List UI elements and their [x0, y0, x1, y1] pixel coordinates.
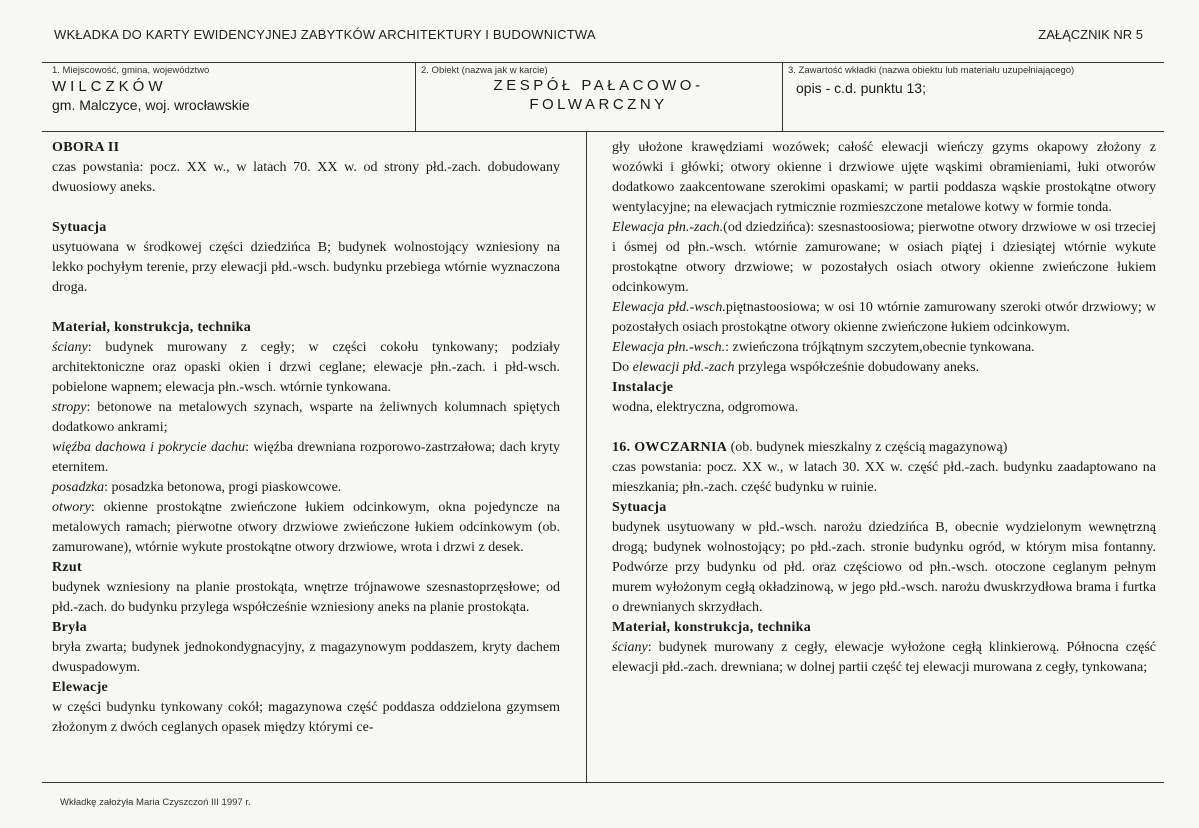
- obora-wiezba: więźba dachowa i pokrycie dachu: więźba drewniana rozporowo-zastrzałowa; dach kryty eternitem.: [52, 440, 560, 475]
- obora-sciany: ściany: budynek murowany z cegły; w części cokołu tynkowany; podziały architektoniczne oraz opaski okien i drzwi ceglane; elewacje płn.-zach. i płd-wsch. pobielone wapnem; elewacja płn.-wsch. wtórnie tynkowana.: [52, 340, 560, 395]
- field-object-label: 2. Obiekt (nazwa jak w karcie): [421, 65, 548, 76]
- obora-elewacje-text: w części budynku tynkowany cokół; magazynowa część poddasza oddzielona gzymsem złożonym z dwóch ceglanych opasek między którymi ce-: [52, 700, 560, 735]
- section-title-owczarnia: 16. OWCZARNIA (ob. budynek mieszkalny z częścią magazynową): [612, 440, 1008, 455]
- obora-posadzka: posadzka: posadzka betonowa, progi piaskowcowe.: [52, 480, 342, 495]
- field-object-name-1: ZESPÓŁ PAŁACOWO-: [493, 77, 704, 94]
- obora-czas: czas powstania: pocz. XX w., w latach 70. XX w. od strony płd.-zach. dobudowany dwuosiowy aneks.: [52, 160, 560, 195]
- field-object-name-2: FOLWARCZNY: [529, 96, 668, 113]
- obora-bryla-text: bryła zwarta; budynek jednokondygnacyjny, z magazynowym poddaszem, kryty dachem dwuspadowym.: [52, 640, 560, 675]
- annex-number: ZAŁĄCZNIK NR 5: [1038, 27, 1143, 42]
- obora-elewacje-cont: gły ułożone krawędziami wozówek; całość elewacji wieńczy gzyms okapowy złożony z wozówki i główki; otwory okienne i drzwiowe ujęte wąskimi obramieniami, łuki otworów dodatkowo zaakcentowane szerokimi opaskami; w partii poddasza wąskie prostokątne otwory wentylacyjne; na elewacjach rytmicznie rozmieszczone metalowe kotwy w formie tonda.: [612, 140, 1156, 215]
- section-title-obora: OBORA II: [52, 140, 120, 155]
- owczarnia-sytuacja-heading: Sytuacja: [612, 500, 667, 515]
- field-location-label: 1. Miejscowość, gmina, województwo: [52, 65, 210, 76]
- owczarnia-sciany: ściany: budynek murowany z cegły, elewacje wyłożone cegłą klinkierową. Północna część elewacji płd.-zach. drewniana; w dolnej partii część tej elewacji murowana z cegły, tynkowana;: [612, 640, 1156, 675]
- field-object: [421, 64, 776, 130]
- owczarnia-sytuacja-text: budynek usytuowany w płd.-wsch. narożu dziedzińca B, obecnie wydzielonym wewnętrzną drogą; budynek wolnostojący; po płd.-zach. stronie budynku ogród, w którym misa fontanny. Podwórze przy budynku od płd. oraz częściowo od płn.-wsch. otoczone ceglanym pełnym murem wyłożonym cegłą okładzinową, w jego płd.-wsch. narożu dwuskrzydłowa brama i furtka o drewnianych skrzydłach.: [612, 520, 1156, 615]
- rule-field-divider-2: [782, 62, 783, 132]
- form-title: WKŁADKA DO KARTY EWIDENCYJNEJ ZABYTKÓW ARCHITEKTURY I BUDOWNICTWA: [54, 27, 596, 42]
- obora-rzut-text: budynek wzniesiony na planie prostokąta, wnętrze trójnawowe szesnastoprzęsłowe; od płd.-zach. do budynku przylega współcześnie wzniesiony aneks na planie prostokąta.: [52, 580, 560, 615]
- obora-sytuacja-heading: Sytuacja: [52, 220, 107, 235]
- owczarnia-czas: czas powstania: pocz. XX w., w latach 30. XX w. część płd.-zach. budynku zaadaptowano na mieszkania; płn.-zach. część budynku w ruinie.: [612, 460, 1156, 495]
- obora-sytuacja-text: usytuowana w środkowej części dziedzińca B; budynek wolnostojący wzniesiony na lekko pochyłym terenie, przy elewacji płd.-wsch. budynku przebiega wtórnie wyznaczona droga.: [52, 240, 560, 295]
- obora-elew-pld-wsch: Elewacja płd.-wsch.piętnastoosiowa; w osi 10 wtórnie zamurowany szeroki otwór drzwiowy; w pozostałych osiach prostokątne otwory okienne zwieńczone łukiem odcinkowym.: [612, 300, 1156, 335]
- obora-aneks: Do elewacji płd.-zach przylega współcześnie dobudowany aneks.: [612, 360, 980, 375]
- field-contents-value: opis - c.d. punktu 13;: [796, 80, 926, 96]
- obora-instalacje-heading: Instalacje: [612, 380, 674, 395]
- rule-field-divider-1: [415, 62, 416, 132]
- obora-elew-pln-zach: Elewacja płn.-zach.(od dziedzińca): szesnastoosiowa; pierwotne otwory drzwiowe w osi trzeciej i ósmej od płn.-wsch. wtórnie zamurowane; w osiach piątej i dziesiątej wtórnie wykute prostokątne otwory drzwiowe; w pozostałych osiach otwory okienne zwieńczone łukiem odcinkowym.: [612, 220, 1156, 295]
- left-column: [52, 138, 560, 738]
- footer-author: Wkładkę założyła Maria Czyszczoń III 1997 r.: [60, 797, 251, 808]
- obora-material-heading: Materiał, konstrukcja, technika: [52, 320, 252, 335]
- obora-instalacje-text: wodna, elektryczna, odgromowa.: [612, 400, 799, 415]
- field-location: [52, 64, 407, 130]
- right-column: [612, 138, 1156, 678]
- rule-column-divider: [586, 131, 587, 783]
- owczarnia-material-heading: Materiał, konstrukcja, technika: [612, 620, 812, 635]
- obora-stropy: stropy: betonowe na metalowych szynach, wsparte na żeliwnych kolumnach spiętych dodatkowo ankrami;: [52, 400, 560, 435]
- obora-otwory: otwory: okienne prostokątne zwieńczone łukiem odcinkowym, okna pojedyncze na metalowych ramach; pierwotne otwory drzwiowe zwieńczone łukiem odcinkowym (ob. zamurowane), wtórnie wykute prostokątne otwory drzwiowe, wrota i drzwi z desek.: [52, 500, 560, 555]
- rule-bottom: [42, 782, 1164, 783]
- obora-bryla-heading: Bryła: [52, 620, 87, 635]
- field-location-commune: gm. Malczyce, woj. wrocławskie: [52, 97, 250, 113]
- obora-elew-pln-wsch: Elewacja płn.-wsch.: zwieńczona trójkątnym szczytem,obecnie tynkowana.: [612, 340, 1035, 355]
- obora-rzut-heading: Rzut: [52, 560, 82, 575]
- field-contents: [788, 64, 1160, 130]
- rule-top: [42, 62, 1164, 63]
- field-location-town: WILCZKÓW: [52, 78, 167, 95]
- rule-header-bottom: [42, 131, 1164, 132]
- obora-elewacje-heading: Elewacje: [52, 680, 109, 695]
- field-contents-label: 3. Zawartość wkładki (nazwa obiektu lub materiału uzupełniającego): [788, 65, 1075, 76]
